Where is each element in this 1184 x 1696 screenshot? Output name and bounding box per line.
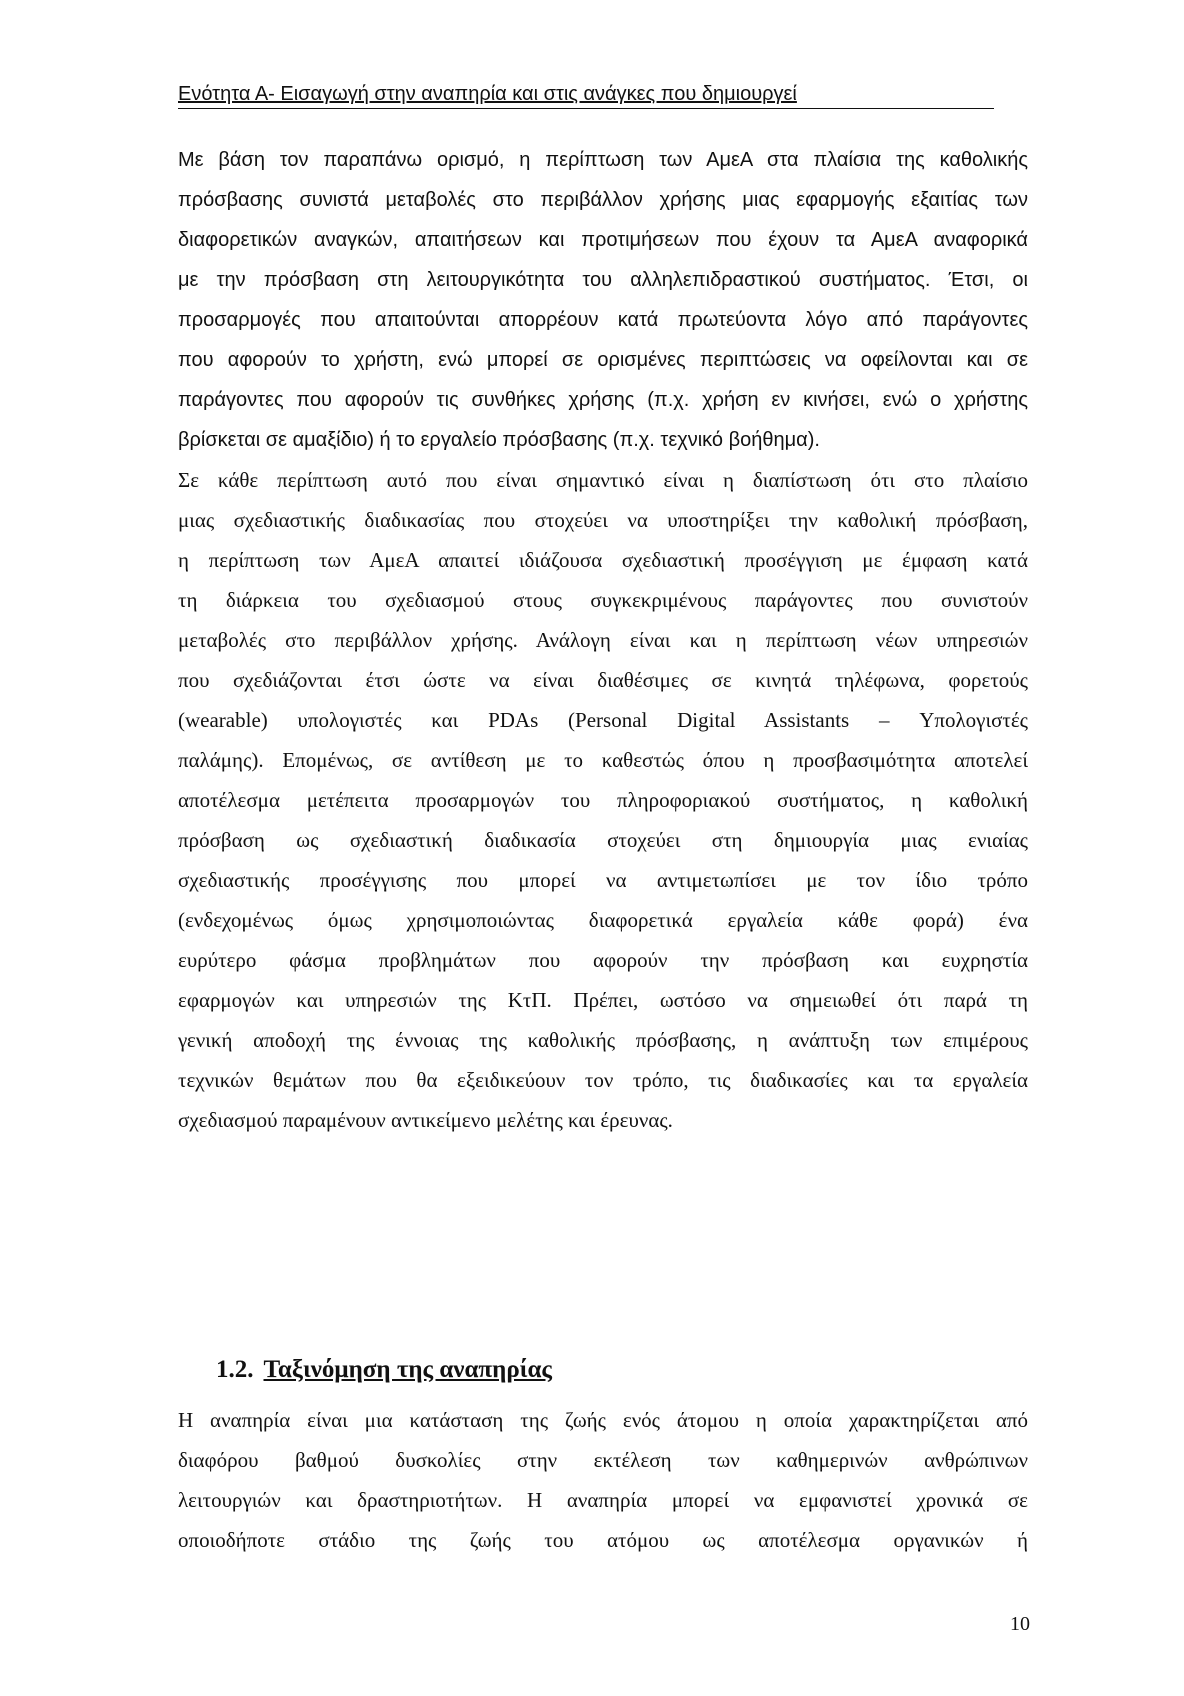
para1-line: παράγοντες που αφορούν τις συνθήκες χρήσης (π.χ. χρήση εν κινήσει, ενώ ο χρήστης bbox=[178, 389, 1028, 411]
para2-line: πρόσβαση ως σχεδιαστική διαδικασία στοχεύει στη δημιουργία μιας ενιαίας bbox=[178, 828, 1028, 852]
para2-line: Σε κάθε περίπτωση αυτό που είναι σημαντικό είναι η διαπίστωση ότι στο πλαίσιο bbox=[178, 468, 1028, 492]
section-title: Ταξινόμηση της αναπηρίας bbox=[263, 1356, 552, 1383]
para2-line: η περίπτωση των ΑμεΑ απαιτεί ιδιάζουσα σχεδιαστική προσέγγιση με έμφαση κατά bbox=[178, 548, 1028, 572]
para2-line: μεταβολές στο περιβάλλον χρήσης. Ανάλογη είναι και η περίπτωση νέων υπηρεσιών bbox=[178, 628, 1028, 652]
para2-line: εφαρμογών και υπηρεσιών της ΚτΠ. Πρέπει, ωστόσο να σημειωθεί ότι παρά τη bbox=[178, 988, 1028, 1012]
para2-line: (ενδεχομένως όμως χρησιμοποιώντας διαφορετικά εργαλεία κάθε φορά) ένα bbox=[178, 908, 1028, 932]
para2-line: μιας σχεδιαστικής διαδικασίας που στοχεύει να υποστηρίξει την καθολική πρόσβαση, bbox=[178, 508, 1028, 532]
para3-line: λειτουργιών και δραστηριοτήτων. Η αναπηρία μπορεί να εμφανιστεί χρονικά σε bbox=[178, 1488, 1028, 1512]
para2-line: αποτέλεσμα μετέπειτα προσαρμογών του πληροφοριακού συστήματος, η καθολική bbox=[178, 788, 1028, 812]
para2-line: (wearable) υπολογιστές και PDAs (Personal Digital Assistants – Υπολογιστές bbox=[178, 708, 1028, 732]
para1-line: βρίσκεται σε αμαξίδιο) ή το εργαλείο πρόσβασης (π.χ. τεχνικό βοήθημα). bbox=[178, 429, 820, 451]
page-number: 10 bbox=[1010, 1613, 1030, 1635]
para1-line: προσαρμογές που απαιτούνται απορρέουν κατά πρωτεύοντα λόγο από παράγοντες bbox=[178, 309, 1028, 331]
section-number: 1.2. bbox=[216, 1356, 254, 1383]
para1-line: Με βάση τον παραπάνω ορισμό, η περίπτωση των ΑμεΑ στα πλαίσια της καθολικής bbox=[178, 149, 1028, 171]
para1-line: πρόσβασης συνιστά μεταβολές στο περιβάλλον χρήσης μιας εφαρμογής εξαιτίας των bbox=[178, 189, 1028, 211]
para1-line: διαφορετικών αναγκών, απαιτήσεων και προτιμήσεων που έχουν τα ΑμεΑ αναφορικά bbox=[178, 229, 1028, 251]
para2-line: γενική αποδοχή της έννοιας της καθολικής πρόσβασης, η ανάπτυξη των επιμέρους bbox=[178, 1028, 1028, 1052]
para3-line: οποιοδήποτε στάδιο της ζωής του ατόμου ως αποτέλεσμα οργανικών ή bbox=[178, 1528, 1028, 1552]
para2-line: παλάμης). Επομένως, σε αντίθεση με το καθεστώς όπου η προσβασιμότητα αποτελεί bbox=[178, 748, 1028, 772]
para3-line: διαφόρου βαθμού δυσκολίες στην εκτέλεση των καθημερινών ανθρώπινων bbox=[178, 1448, 1028, 1472]
para2-line: που σχεδιάζονται έτσι ώστε να είναι διαθέσιμες σε κινητά τηλέφωνα, φορετούς bbox=[178, 668, 1028, 692]
para2-line: τεχνικών θεμάτων που θα εξειδικεύουν τον τρόπο, τις διαδικασίες και τα εργαλεία bbox=[178, 1068, 1028, 1092]
para2-line: σχεδιαστικής προσέγγισης που μπορεί να αντιμετωπίσει με τον ίδιο τρόπο bbox=[178, 868, 1028, 892]
para3-line: Η αναπηρία είναι μια κατάσταση της ζωής ενός άτομου η οποία χαρακτηρίζεται από bbox=[178, 1408, 1028, 1432]
para1-line: που αφορούν το χρήστη, ενώ μπορεί σε ορισμένες περιπτώσεις να οφείλονται και σε bbox=[178, 349, 1028, 371]
running-header bbox=[178, 82, 994, 109]
para1-line: με την πρόσβαση στη λειτουργικότητα του αλληλεπιδραστικού συστήματος. Έτσι, οι bbox=[178, 269, 1028, 291]
para2-line: σχεδιασμού παραμένουν αντικείμενο μελέτης και έρευνας. bbox=[178, 1108, 673, 1132]
section-heading bbox=[216, 1350, 552, 1390]
running-header-text: Ενότητα Α- Εισαγωγή στην αναπηρία και στις ανάγκες που δημιουργεί bbox=[178, 83, 797, 105]
para2-line: τη διάρκεια του σχεδιασμού στους συγκεκριμένους παράγοντες που συνιστούν bbox=[178, 588, 1028, 612]
para2-line: ευρύτερο φάσμα προβλημάτων που αφορούν την πρόσβαση και ευχρηστία bbox=[178, 948, 1028, 972]
